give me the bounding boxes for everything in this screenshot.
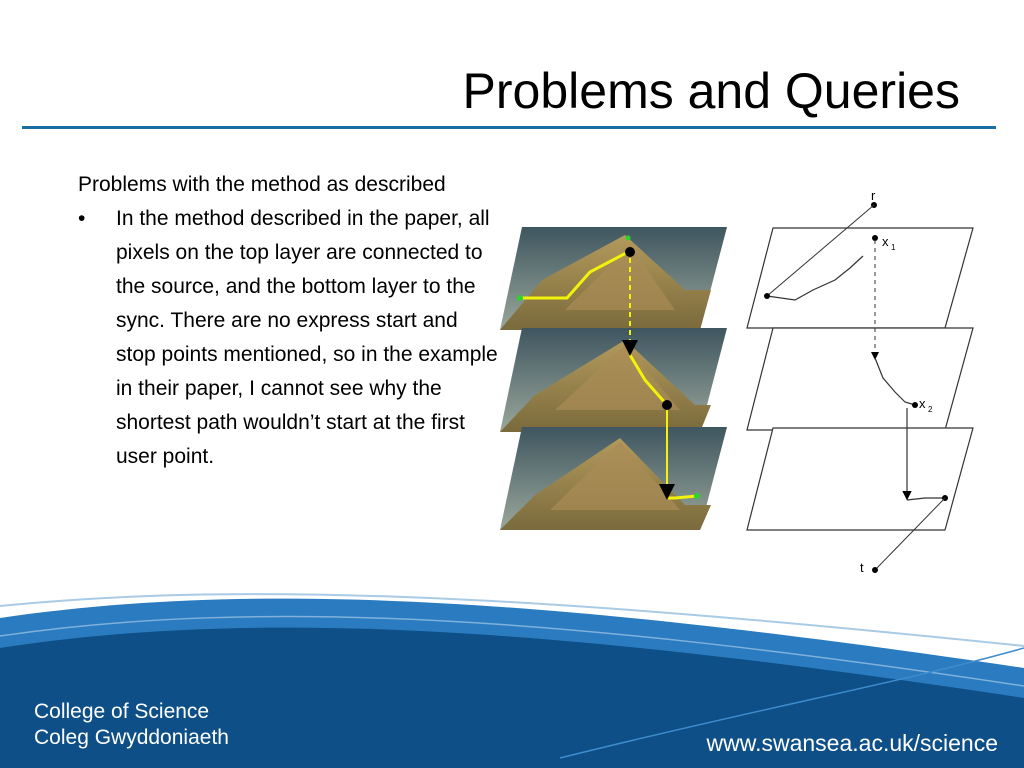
sink-node-t [872,567,878,573]
label-x2-sub: 2 [928,405,933,414]
intro-text: Problems with the method as described [78,173,446,196]
label-t: t [860,560,864,575]
layered-graph-figure [495,180,1005,580]
slide-title: Problems and Queries [462,63,960,119]
label-r: r [871,188,876,203]
title-divider [22,126,996,129]
label-x1-sub: 1 [891,243,896,252]
footer-url[interactable]: www.swansea.ac.uk/science [706,730,998,756]
photo-layer-top [500,227,727,330]
photo-layer-bottom [500,427,727,530]
graph-diagram [747,188,973,575]
label-x2: x [919,396,926,411]
graph-layer-middle [747,328,973,430]
college-name-welsh: Coleg Gwyddoniaeth [34,726,229,749]
label-x1: x [882,234,889,249]
node-x2 [912,402,918,408]
body-text [78,168,503,474]
graph-layer-top [747,228,973,328]
bullet-icon: • [78,207,86,230]
photo-layer-middle [500,328,727,432]
bullet-item [78,202,503,474]
bullet-text: In the method described in the paper, all pixels on the top layer are connected to the source, and the bottom layer to the sync. There are no express start and stop points mentioned, so in the example in their paper, I cannot see why the shortest path wouldn’t start at the first user point. [116,207,498,468]
bullet-list [78,202,503,474]
node-top [625,247,635,257]
graph-layer-bottom [747,428,973,530]
node-middle [662,400,672,410]
college-name-english: College of Science [34,700,210,723]
